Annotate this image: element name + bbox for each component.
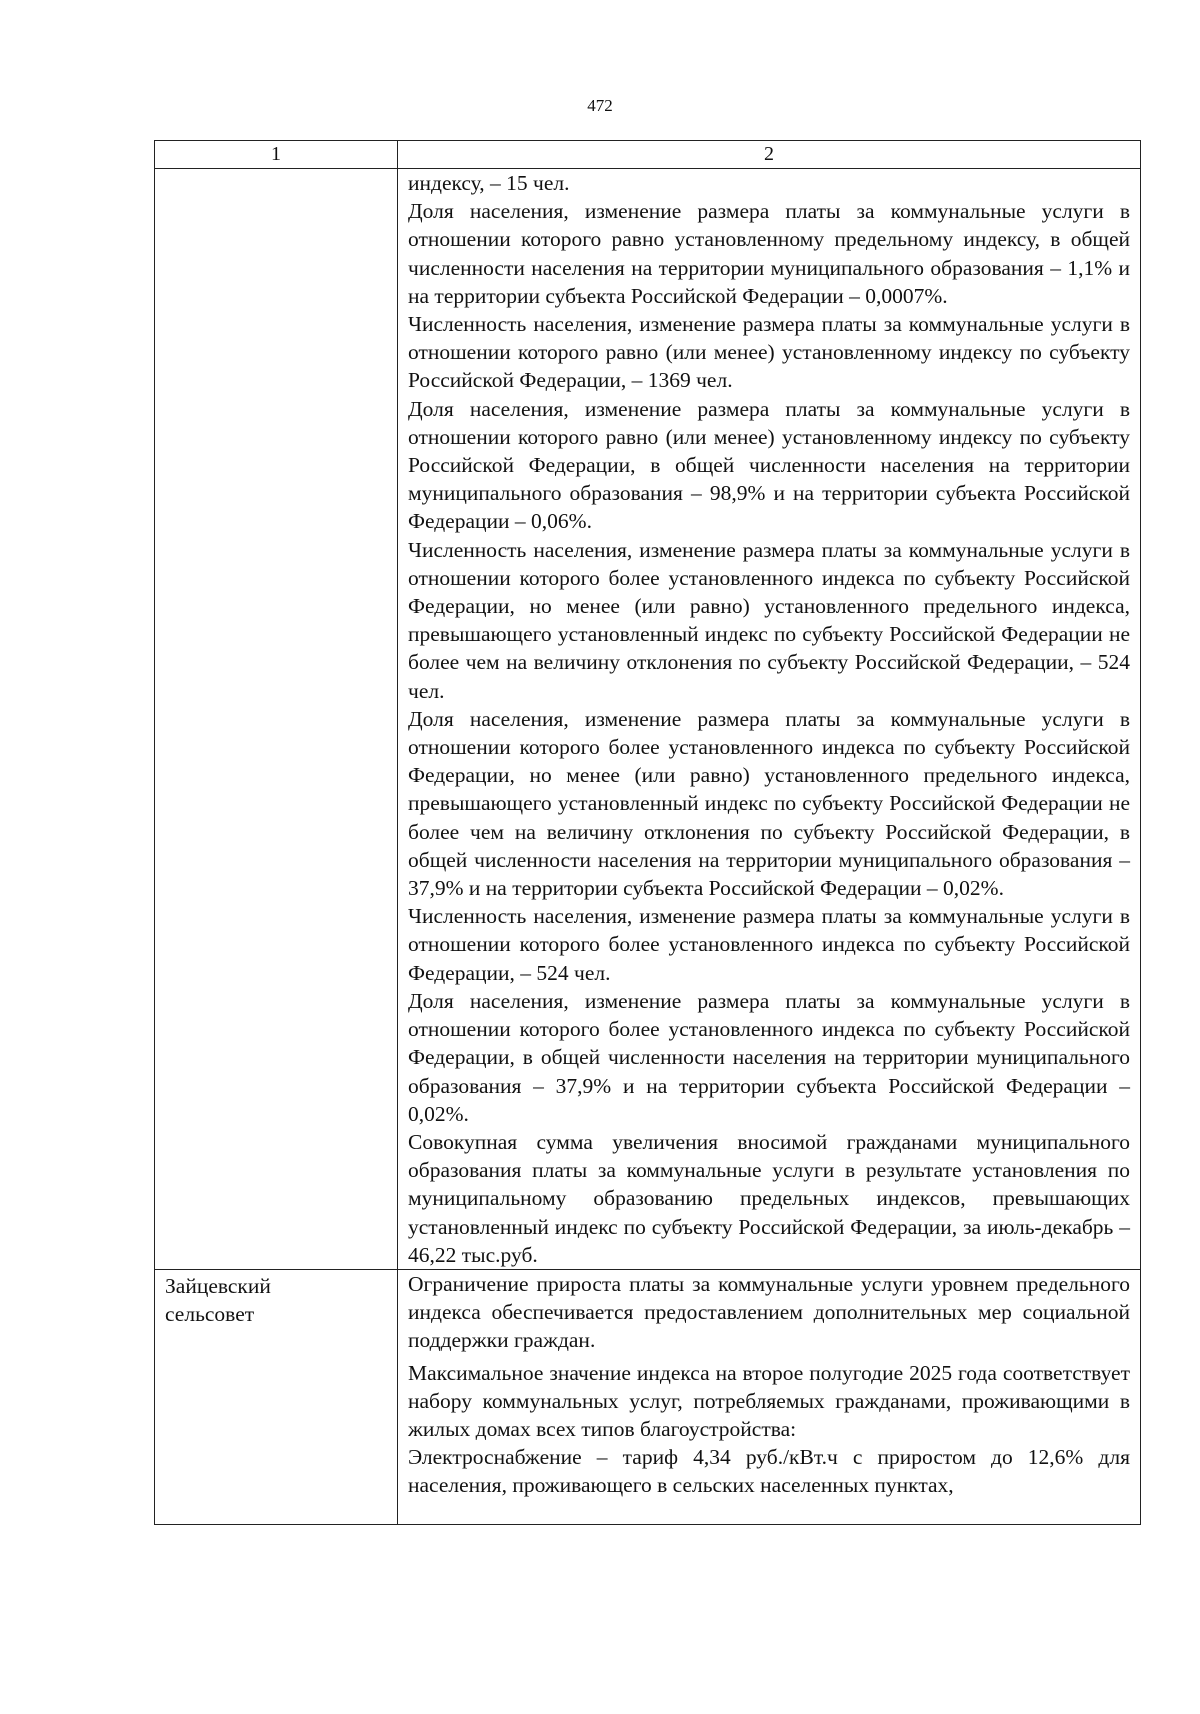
paragraph: Электроснабжение – тариф 4,34 руб./кВт.ч с приростом до 12,6% для населения, проживающего в сельских населенных пунктах, <box>408 1445 1130 1498</box>
page-number: 472 <box>587 96 613 115</box>
description-cell <box>398 1269 1141 1524</box>
cut-off-content <box>408 1270 1130 1524</box>
municipality-name: Зайцевский сельсовет <box>165 1273 271 1327</box>
table-row <box>155 169 1141 1270</box>
paragraph: Максимальное значение индекса на второе полугодие 2025 года соответствует набору коммунальных услуг, потребляемых гражданами, проживающими в жилых домах всех типов благоустройства: <box>408 1360 1130 1441</box>
column-header-2: 2 <box>398 141 1141 169</box>
paragraph: Доля населения, изменение размера платы за коммунальные услуги в отношении которого равно установленному предельному индексу, в общей численности населения на территории муниципального образования – 1,1% и на территории субъекта Российской Федерации – 0,0007%. <box>408 199 1130 308</box>
document-table <box>154 140 1141 1525</box>
paragraph: Доля населения, изменение размера платы за коммунальные услуги в отношении которого более установленного индекса по субъекту Российской Федерации, но менее (или равно) установленного предельного индекса, превышающего установленный индекс по субъекту Российской Федерации не более чем на величину отклонения по субъекту Российской Федерации, в общей численности населения на территории муниципального образования – 37,9% и на территории субъекта Российской Федерации – 0,02%. <box>408 706 1130 901</box>
table-row <box>155 1269 1141 1524</box>
description-cell <box>398 169 1141 1270</box>
table-header-row <box>155 141 1141 169</box>
paragraph: Ограничение прироста платы за коммунальные услуги уровнем предельного индекса обеспечивается предоставлением дополнительных мер социальной поддержки граждан. <box>408 1271 1130 1353</box>
paragraph: Совокупная сумма увеличения вносимой гражданами муниципального образования платы за коммунальные услуги в результате установления по муниципальному образованию предельных индексов, превышающих установленный индекс по субъекту Российской Федерации, за июль-декабрь – 46,22 тыс.руб. <box>408 1129 1130 1267</box>
municipality-cell <box>155 169 398 1270</box>
column-header-1: 1 <box>155 141 398 169</box>
paragraph: Доля населения, изменение размера платы за коммунальные услуги в отношении которого равно (или менее) установленному индексу по субъекту Российской Федерации, в общей численности населения на территории муниципального образования – 98,9% и на территории субъекта Российской Федерации – 0,06%. <box>408 396 1130 534</box>
paragraph: Численность населения, изменение размера платы за коммунальные услуги в отношении которого более установленного индекса по субъекту Российской Федерации, – 524 чел. <box>408 904 1130 985</box>
paragraph: Доля населения, изменение размера платы за коммунальные услуги в отношении которого более установленного индекса по субъекту Российской Федерации, в общей численности населения на территории муниципального образования – 37,9% и на территории субъекта Российской Федерации – 0,02%. <box>408 988 1130 1126</box>
paragraph: Численность населения, изменение размера платы за коммунальные услуги в отношении которого равно (или менее) установленному индексу по субъекту Российской Федерации, – 1369 чел. <box>408 312 1130 393</box>
paragraph: индексу, – 15 чел. <box>408 171 570 195</box>
municipality-cell <box>155 1269 398 1524</box>
paragraph: Численность населения, изменение размера платы за коммунальные услуги в отношении которого более установленного индекса по субъекту Российской Федерации, но менее (или равно) установленного предельного индекса, превышающего установленный индекс по субъекту Российской Федерации не более чем на величину отклонения по субъекту Российской Федерации, – 524 чел. <box>408 537 1130 703</box>
